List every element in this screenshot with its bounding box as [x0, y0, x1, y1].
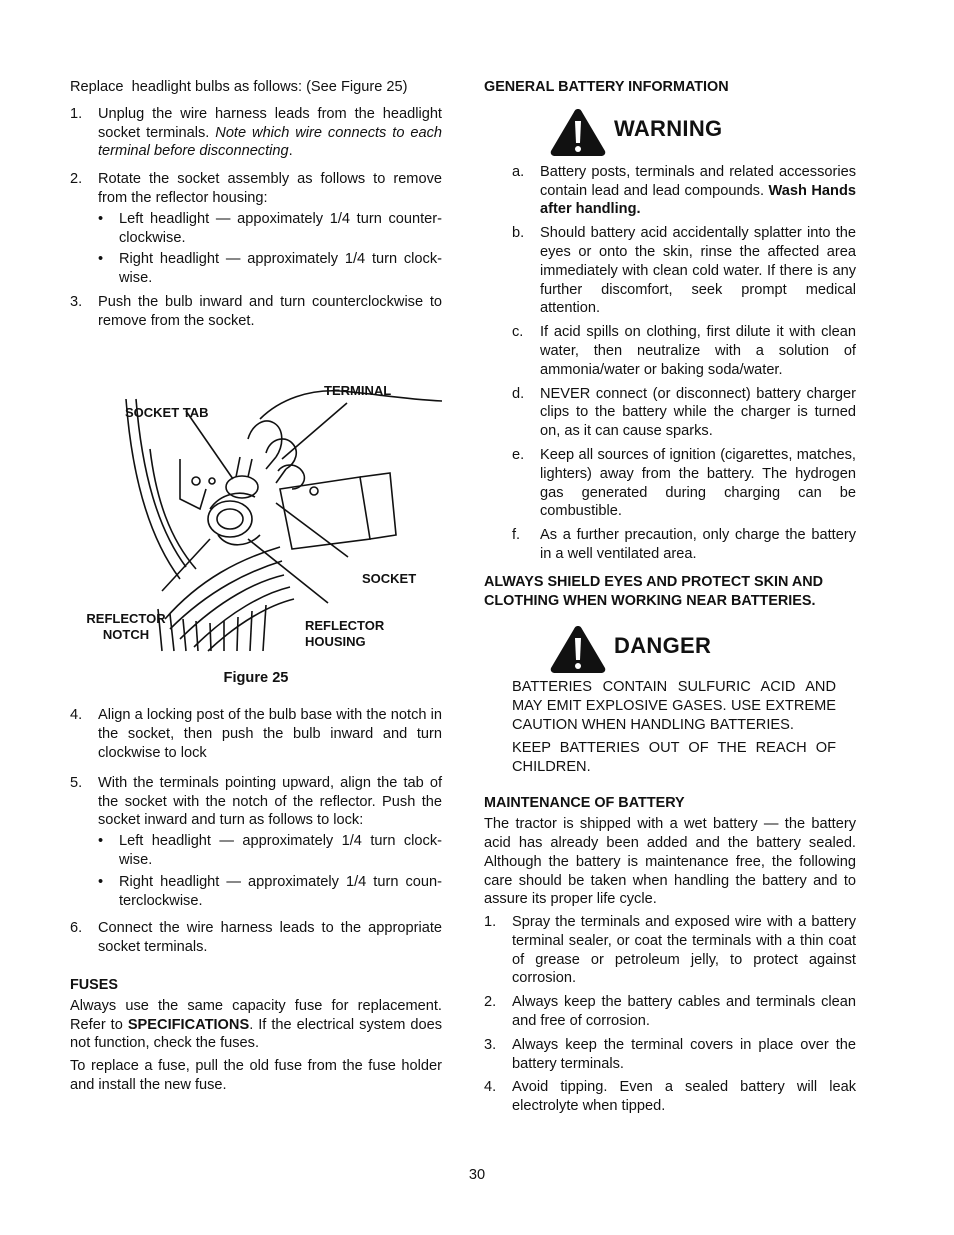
specifications-reference: SPECIFICATIONS	[127, 1016, 250, 1033]
bullet-item	[70, 832, 442, 870]
danger-triangle-icon	[549, 624, 607, 674]
fuses-text: . If the electrical system does not function, check the fuses.	[70, 1016, 442, 1052]
step-3	[70, 293, 442, 331]
item-letter: c.	[512, 324, 524, 341]
step-text: Push the bulb inward and turn counterclockwise to remove from the socket.	[98, 293, 442, 329]
item-text: Keep all sources of ignition (cigarettes, matches, lighters) away from the battery. The hydrogen gas generated during charging can be combustible.	[540, 446, 856, 520]
step-number: 5.	[70, 774, 83, 791]
step-number: 1.	[70, 105, 83, 122]
warning-item-e	[484, 446, 856, 521]
step-number: 4.	[70, 707, 83, 724]
item-text: NEVER connect (or disconnect) battery charger clips to the battery while the charger is turned on, as it can cause sparks.	[540, 385, 856, 440]
step-1	[70, 105, 442, 161]
item-text: As a further precaution, only charge the battery in a well ventilated area.	[540, 527, 856, 562]
warning-word: WARNING	[614, 115, 723, 141]
left-column	[70, 78, 442, 1095]
item-text: Spray the terminals and exposed wire with a battery terminal sealer, or coat the terminals with a thin coat of grease or petroleum jelly, to protect against corrosion.	[512, 914, 856, 987]
maintenance-item-4	[484, 1078, 856, 1116]
danger-text-2: KEEP BATTERIES OUT OF THE REACH OF CHILDREN.	[512, 739, 836, 775]
fuses-heading: FUSES	[70, 976, 118, 993]
bullet-item	[70, 873, 442, 911]
step-text: Unplug the wire harness leads from the headlight socket terminals.	[98, 105, 442, 141]
item-number: 2.	[484, 994, 497, 1011]
item-emphasis: Wash Hands after handling.	[540, 182, 856, 218]
label-reflector-notch-line2: NOTCH	[102, 626, 150, 642]
step-5	[70, 774, 442, 830]
fuses-text: Always use the same capacity fuse for replacement. Refer to	[70, 997, 442, 1033]
label-reflector-housing	[305, 618, 384, 650]
figure-25	[70, 359, 442, 659]
right-column	[484, 78, 856, 1116]
maintenance-intro: The tractor is shipped with a wet battery — the battery acid has already been added and the battery sealed. Although the battery is maintenance free, the following care should be taken when handling the battery and to assure its proper life cycle.	[484, 816, 856, 908]
step-2	[70, 170, 442, 208]
step-text-tail: .	[288, 143, 293, 160]
step-text: With the terminals pointing upward, align the tab of the socket with the notch of the reflector. Push the socket inward and turn as follows to lock:	[98, 774, 442, 829]
step-text: Rotate the socket assembly as follows to remove from the reflector housing:	[98, 171, 442, 206]
step-text: Align a locking post of the bulb base with the notch in the socket, then push the bulb inward and turn clockwise to lock	[98, 707, 442, 761]
item-letter: d.	[512, 385, 525, 402]
figure-caption: Figure 25	[223, 669, 289, 686]
warning-item-c	[484, 323, 856, 379]
bullet-text: Right headlight — approximately 1/4 turn coun-terclockwise.	[119, 873, 442, 909]
label-socket-tab: SOCKET TAB	[125, 404, 209, 420]
maintenance-item-2	[484, 993, 856, 1031]
label-reflector-housing-line1: REFLECTOR	[305, 617, 385, 633]
bullet-item	[70, 210, 442, 248]
danger-word: DANGER	[614, 633, 712, 659]
item-text: If acid spills on clothing, first dilute it with clean water, then neutralize with a solution of ammonia/water or baking soda/water.	[540, 324, 856, 378]
maintenance-item-3	[484, 1036, 856, 1074]
label-socket: SOCKET	[362, 570, 417, 586]
item-number: 4.	[484, 1079, 497, 1096]
item-number: 1.	[484, 914, 497, 931]
warning-item-a	[484, 163, 856, 219]
fuses-paragraph-2: To replace a fuse, pull the old fuse from the fuse holder and install the new fuse.	[70, 1058, 442, 1093]
label-reflector-notch	[78, 611, 174, 643]
step-6	[70, 919, 442, 957]
item-number: 3.	[484, 1036, 497, 1053]
fuses-paragraph-1	[70, 997, 442, 1053]
item-text: Always keep the terminal covers in place over the battery terminals.	[512, 1036, 856, 1072]
step-number: 2.	[70, 171, 83, 188]
shield-eyes-notice: ALWAYS SHIELD EYES AND PROTECT SKIN AND CLOTHING WHEN WORKING NEAR BATTERIES.	[484, 573, 824, 609]
bullet-icon: •	[98, 873, 104, 890]
label-reflector-notch-line1: REFLECTOR	[86, 610, 166, 626]
bullet-icon: •	[98, 833, 104, 850]
warning-item-b	[484, 224, 856, 318]
warning-signal	[549, 107, 856, 157]
bullet-icon: •	[98, 251, 104, 268]
bullet-text: Right headlight — approximately 1/4 turn clock-wise.	[119, 251, 442, 287]
step-note: Note which wire connects to each terminal before disconnecting	[98, 124, 442, 160]
maintenance-item-1	[484, 913, 856, 988]
step-number: 3.	[70, 293, 83, 310]
page-number: 30	[468, 1167, 486, 1183]
item-letter: a.	[512, 163, 525, 180]
item-text: Avoid tipping. Even a sealed battery will leak electrolyte when tipped.	[512, 1079, 856, 1115]
label-reflector-housing-line2: HOUSING	[305, 633, 366, 649]
item-letter: f.	[512, 527, 521, 544]
label-terminal: TERMINAL	[324, 382, 392, 398]
step-text: Connect the wire harness leads to the appropriate socket terminals.	[98, 920, 442, 956]
intro-text: Replace headlight bulbs as follows: (See Figure 25)	[70, 79, 408, 95]
step-4	[70, 706, 442, 762]
bullet-text: Left headlight — approximately 1/4 turn clock-wise.	[119, 833, 442, 868]
warning-item-f	[484, 526, 856, 564]
item-letter: b.	[512, 225, 525, 242]
warning-triangle-icon	[549, 107, 607, 157]
bullet-item	[70, 250, 442, 288]
maintenance-heading: MAINTENANCE OF BATTERY	[484, 795, 685, 812]
warning-item-d	[484, 385, 856, 441]
item-text: Battery posts, terminals and related accessories contain lead and lead compounds.	[540, 163, 856, 199]
bullet-icon: •	[98, 210, 104, 227]
step-number: 6.	[70, 920, 83, 937]
danger-text-1: BATTERIES CONTAIN SULFURIC ACID AND MAY EMIT EXPLOSIVE GASES. USE EXTREME CAUTION WHEN HANDLING BATTERIES.	[512, 679, 836, 733]
bullet-text: Left headlight — appoximately 1/4 turn counter-clockwise.	[119, 210, 442, 246]
item-text: Always keep the battery cables and terminals clean and free of corrosion.	[512, 994, 856, 1030]
item-text: Should battery acid accidentally splatter into the eyes or onto the skin, rinse the affected area immediately with clean cold water. If there is any further discomfort, seek prompt medical attention.	[540, 225, 856, 317]
item-letter: e.	[512, 446, 525, 463]
danger-signal	[549, 624, 856, 674]
battery-info-heading: GENERAL BATTERY INFORMATION	[484, 79, 729, 95]
